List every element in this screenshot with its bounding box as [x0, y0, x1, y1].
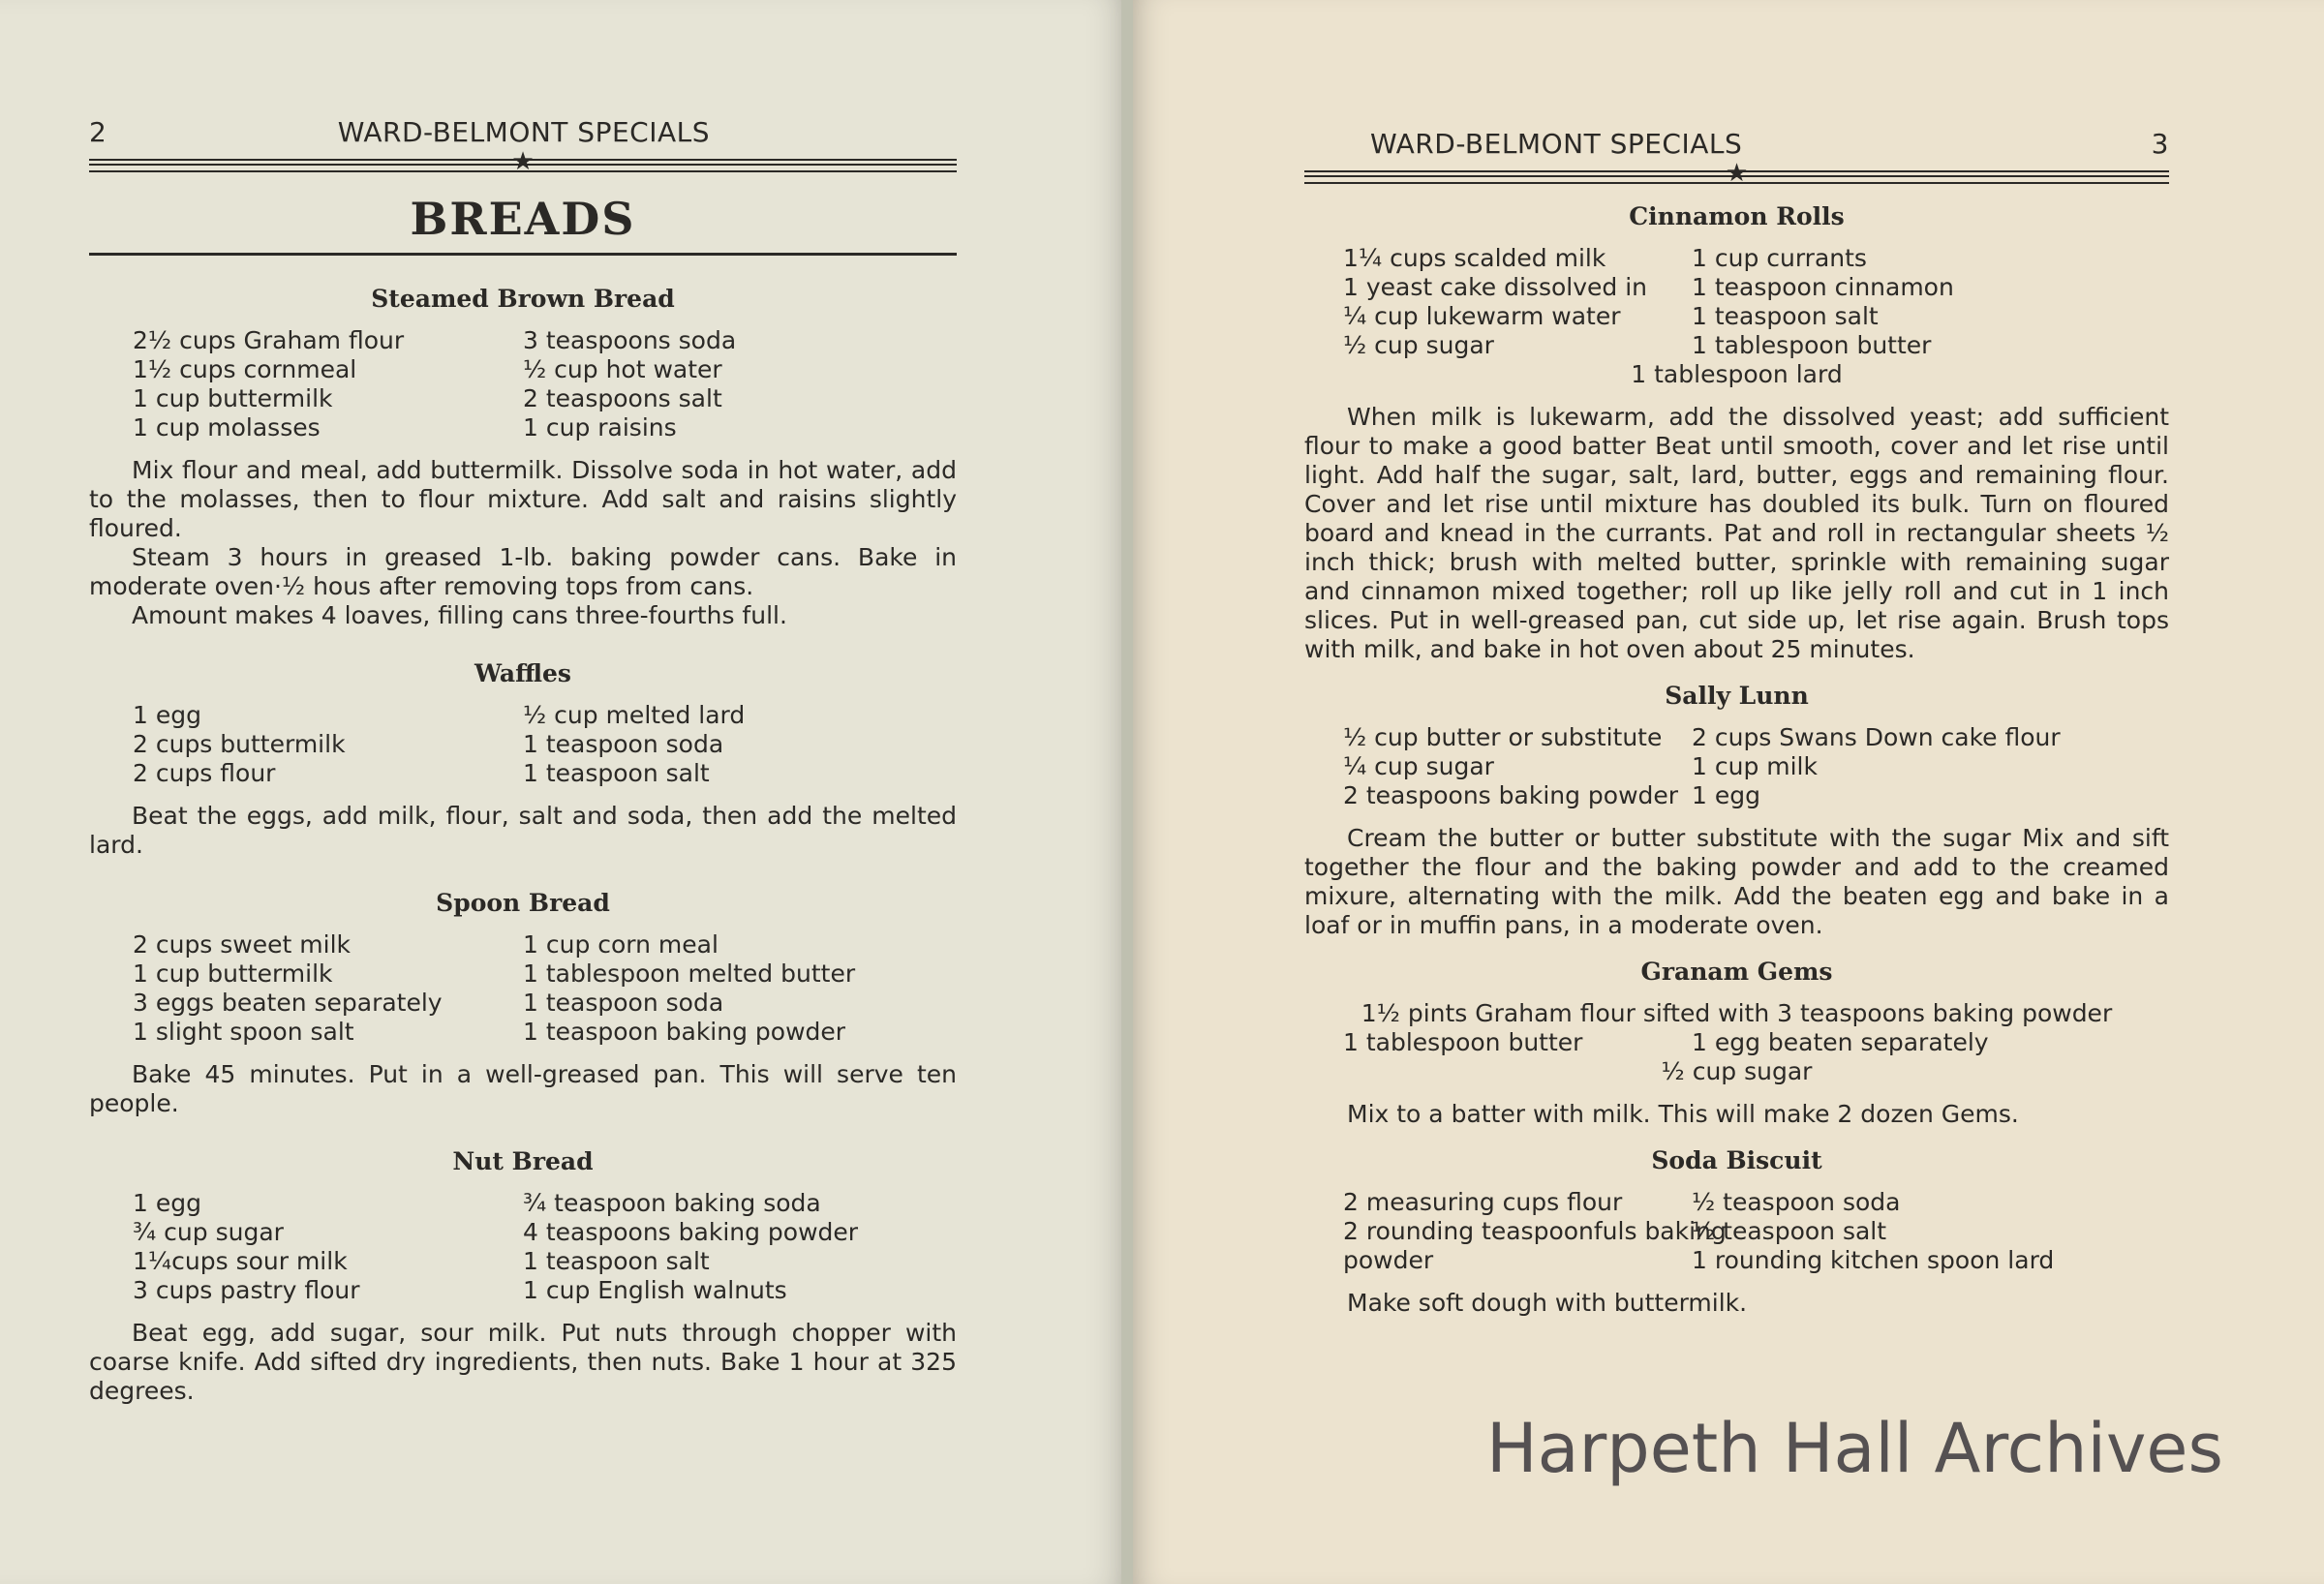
ingredient-item: 1 rounding kitchen spoon lard	[1692, 1246, 2055, 1274]
ingredient-item: ¼ cup lukewarm water	[1343, 302, 1621, 330]
ingredient-item: 2 cups sweet milk	[133, 930, 351, 959]
recipe-method	[89, 456, 957, 630]
ingredient-item: 1 slight spoon salt	[133, 1018, 354, 1046]
decorative-rule	[89, 147, 957, 176]
recipe-block	[1304, 682, 2169, 940]
ingredient-column-left	[89, 701, 523, 788]
recipe-block	[89, 659, 957, 860]
recipe-method	[1304, 1100, 2169, 1129]
recipe-method	[1304, 824, 2169, 940]
ingredient-item: 1 tablespoon butter	[1343, 1028, 1583, 1056]
page-number: 3	[2151, 128, 2169, 160]
ingredient-item: 1 tablespoon melted butter	[523, 960, 856, 988]
ingredient-column-left	[1304, 1188, 1727, 1275]
ingredient-item: 1 cup buttermilk	[133, 384, 333, 412]
ingredient-item: 3 teaspoons soda	[523, 326, 737, 354]
ingredient-item: 3 eggs beaten separately	[133, 989, 443, 1017]
recipe-title: Cinnamon Rolls	[1629, 202, 1845, 230]
decorative-rule	[1304, 159, 2169, 188]
recipe-block	[1304, 1146, 2169, 1318]
ingredient-item: 2 cups buttermilk	[133, 730, 346, 758]
recipe-method	[89, 1060, 957, 1118]
ingredient-item: 1 cup currants	[1692, 244, 1867, 272]
ingredient-column-right	[1692, 1028, 2169, 1057]
ingredient-item: 1 teaspoon salt	[523, 1247, 710, 1275]
ingredient-column-right	[523, 701, 957, 788]
ingredient-item: ½ cup sugar	[1661, 1057, 1813, 1085]
star-icon: ★	[1725, 159, 1749, 188]
ingredient-item: 1 cup English walnuts	[523, 1276, 787, 1304]
method-paragraph: Cream the butter or butter substitute with the sugar Mix and sift together the flour and the baking powder and add to the creamed mixure, alternating with the milk. Add the beaten egg and bake in a loaf or in muffin pans, in a moderate oven.	[1304, 824, 2169, 939]
ingredient-list	[89, 930, 957, 1047]
method-paragraph: Make soft dough with buttermilk.	[1347, 1289, 1748, 1317]
recipe-list	[89, 285, 957, 1406]
ingredient-item: 2½ cups Graham flour	[133, 326, 405, 354]
recipe-title: Waffles	[474, 659, 571, 687]
ingredient-column-left	[1304, 1028, 1692, 1057]
ingredient-item: 2 rounding teaspoonfuls baking	[1343, 1217, 1727, 1245]
ingredient-item: 1 teaspoon baking powder	[523, 1018, 846, 1046]
ingredient-column-left	[89, 1189, 523, 1305]
ingredient-item: 1 teaspoon soda	[523, 989, 724, 1017]
method-paragraph: Beat egg, add sugar, sour milk. Put nuts through chopper with coarse knife. Add sifted dry ingredients, then nuts. Bake 1 hour at 325 degrees.	[89, 1319, 957, 1405]
star-icon: ★	[511, 147, 535, 176]
recipe-method	[1304, 403, 2169, 664]
ingredient-column-left	[89, 326, 523, 442]
ingredient-list	[1304, 1188, 2169, 1275]
ingredient-item: 1 egg	[133, 701, 201, 729]
method-paragraph: Steam 3 hours in greased 1-lb. baking powder cans. Bake in moderate oven·½ hous after removing tops from cans.	[89, 543, 957, 600]
ingredient-item: 1 teaspoon salt	[1692, 302, 1879, 330]
ingredient-column-right	[1692, 723, 2169, 810]
ingredient-item: 1 tablespoon butter	[1692, 331, 1932, 359]
ingredient-item: 1 teaspoon salt	[523, 759, 710, 787]
ingredient-list	[89, 326, 957, 442]
method-paragraph: When milk is lukewarm, add the dissolved yeast; add sufficient flour to make a good batter Beat until smooth, cover and let rise until light. Add half the sugar, salt, lard, butter, eggs and remaining flour. Cover and let rise until mixture has doubled its bulk. Turn on floured board and knead in the currants. Pat and roll in rectangular sheets ½ inch thick; brush with melted butter, sprinkle with remaining sugar and cinnamon mixed together; roll up like jelly roll and cut in 1 inch slices. Put in well-greased pan, cut side up, let rise again. Brush tops with milk, and bake in hot oven about 25 minutes.	[1304, 403, 2169, 663]
section-title: BREADS	[410, 193, 636, 245]
ingredient-item: 1 cup molasses	[133, 413, 321, 442]
ingredient-item: ¼ cup sugar	[1343, 752, 1494, 780]
ingredient-item: 1 teaspoon soda	[523, 730, 724, 758]
recipe-block	[89, 1147, 957, 1406]
ingredient-item: 1½ cups cornmeal	[133, 355, 357, 383]
ingredient-column-right	[1692, 244, 2169, 360]
recipe-method	[89, 1319, 957, 1406]
book-gutter	[1121, 0, 1133, 1584]
ingredient-item: 2 cups Swans Down cake flour	[1692, 723, 2061, 751]
ingredient-item: ¾ cup sugar	[133, 1218, 284, 1246]
ingredient-item: 2 teaspoons salt	[523, 384, 722, 412]
ingredient-column-right	[1692, 1188, 2169, 1275]
ingredient-item: 4 teaspoons baking powder	[523, 1218, 859, 1246]
ingredient-item: 1 tablespoon lard	[1631, 360, 1843, 388]
ingredient-column-right	[523, 1189, 957, 1305]
ingredient-column-right	[523, 326, 957, 442]
recipe-list	[1304, 202, 2169, 1318]
ingredient-item: 1¼cups sour milk	[133, 1247, 348, 1275]
ingredient-item: ½ cup melted lard	[523, 701, 746, 729]
recipe-title: Spoon Bread	[436, 889, 610, 917]
method-paragraph: Bake 45 minutes. Put in a well-greased pan. This will serve ten people.	[89, 1060, 957, 1117]
recipe-title: Nut Bread	[452, 1147, 594, 1175]
recipe-title: Sally Lunn	[1665, 682, 1809, 710]
running-head-title: WARD-BELMONT SPECIALS	[337, 116, 710, 148]
recipe-method	[89, 802, 957, 860]
ingredient-item: ½ teaspoon soda	[1692, 1188, 1901, 1216]
page-number: 2	[89, 116, 107, 148]
method-paragraph: Mix flour and meal, add buttermilk. Dissolve soda in hot water, add to the molasses, then to flour mixture. Add salt and raisins slightly floured.	[89, 456, 957, 542]
ingredient-item: 3 cups pastry flour	[133, 1276, 360, 1304]
ingredient-list	[1304, 1028, 2169, 1057]
ingredient-list	[1304, 244, 2169, 360]
right-page	[1133, 0, 2324, 1584]
ingredient-item: 2 cups flour	[133, 759, 276, 787]
running-head-title: WARD-BELMONT SPECIALS	[1370, 128, 1743, 160]
recipe-block	[89, 889, 957, 1118]
archive-watermark: Harpeth Hall Archives	[1486, 1409, 2223, 1488]
method-paragraph: Amount makes 4 loaves, filling cans three-fourths full.	[132, 601, 787, 629]
ingredient-item: 1 egg beaten separately	[1692, 1028, 1989, 1056]
right-page-content	[1304, 128, 2169, 1318]
ingredient-item: 1 cup raisins	[523, 413, 677, 442]
left-page	[0, 0, 1128, 1584]
ingredient-item: 1 cup corn meal	[523, 930, 719, 959]
ingredient-column-left	[89, 930, 523, 1047]
ingredient-item: 1 egg	[1692, 781, 1760, 809]
ingredient-item: 1 teaspoon cinnamon	[1692, 273, 1954, 301]
ingredient-item: 1 cup buttermilk	[133, 960, 333, 988]
ingredient-list	[89, 1189, 957, 1305]
ingredient-item: 1 cup milk	[1692, 752, 1818, 780]
method-paragraph: Mix to a batter with milk. This will make 2 dozen Gems.	[1347, 1100, 2019, 1128]
recipe-method	[1304, 1289, 2169, 1318]
section-divider	[89, 253, 957, 256]
method-paragraph: Beat the eggs, add milk, flour, salt and soda, then add the melted lard.	[89, 802, 957, 859]
ingredient-item: ½ cup hot water	[523, 355, 722, 383]
ingredient-item: 1 egg	[133, 1189, 201, 1217]
ingredient-column-left	[1304, 244, 1692, 360]
running-head	[1304, 128, 2169, 160]
recipe-title: Granam Gems	[1640, 958, 1833, 986]
recipe-block	[89, 285, 957, 630]
ingredient-item: 1 yeast cake dissolved in	[1343, 273, 1647, 301]
recipe-block	[1304, 202, 2169, 664]
ingredient-list	[1304, 723, 2169, 810]
ingredient-item: powder	[1343, 1246, 1434, 1274]
ingredient-item: 2 teaspoons baking powder	[1343, 781, 1679, 809]
ingredient-item: ½ cup sugar	[1343, 331, 1494, 359]
running-head	[89, 116, 957, 148]
ingredient-item: ½ teaspoon salt	[1692, 1217, 1887, 1245]
ingredient-item: ¾ teaspoon baking soda	[523, 1189, 821, 1217]
recipe-block	[1304, 958, 2169, 1129]
ingredient-item: 1¼ cups scalded milk	[1343, 244, 1606, 272]
ingredient-item: 2 measuring cups flour	[1343, 1188, 1623, 1216]
ingredient-line: 1½ pints Graham flour sifted with 3 teaspoons baking powder	[1361, 999, 2113, 1027]
ingredient-column-right	[523, 930, 957, 1047]
recipe-title: Soda Biscuit	[1651, 1146, 1822, 1174]
recipe-title: Steamed Brown Bread	[371, 285, 675, 313]
ingredient-column-left	[1304, 723, 1692, 810]
ingredient-list	[89, 701, 957, 788]
ingredient-item: ½ cup butter or substitute	[1343, 723, 1663, 751]
left-page-content	[89, 116, 957, 1406]
